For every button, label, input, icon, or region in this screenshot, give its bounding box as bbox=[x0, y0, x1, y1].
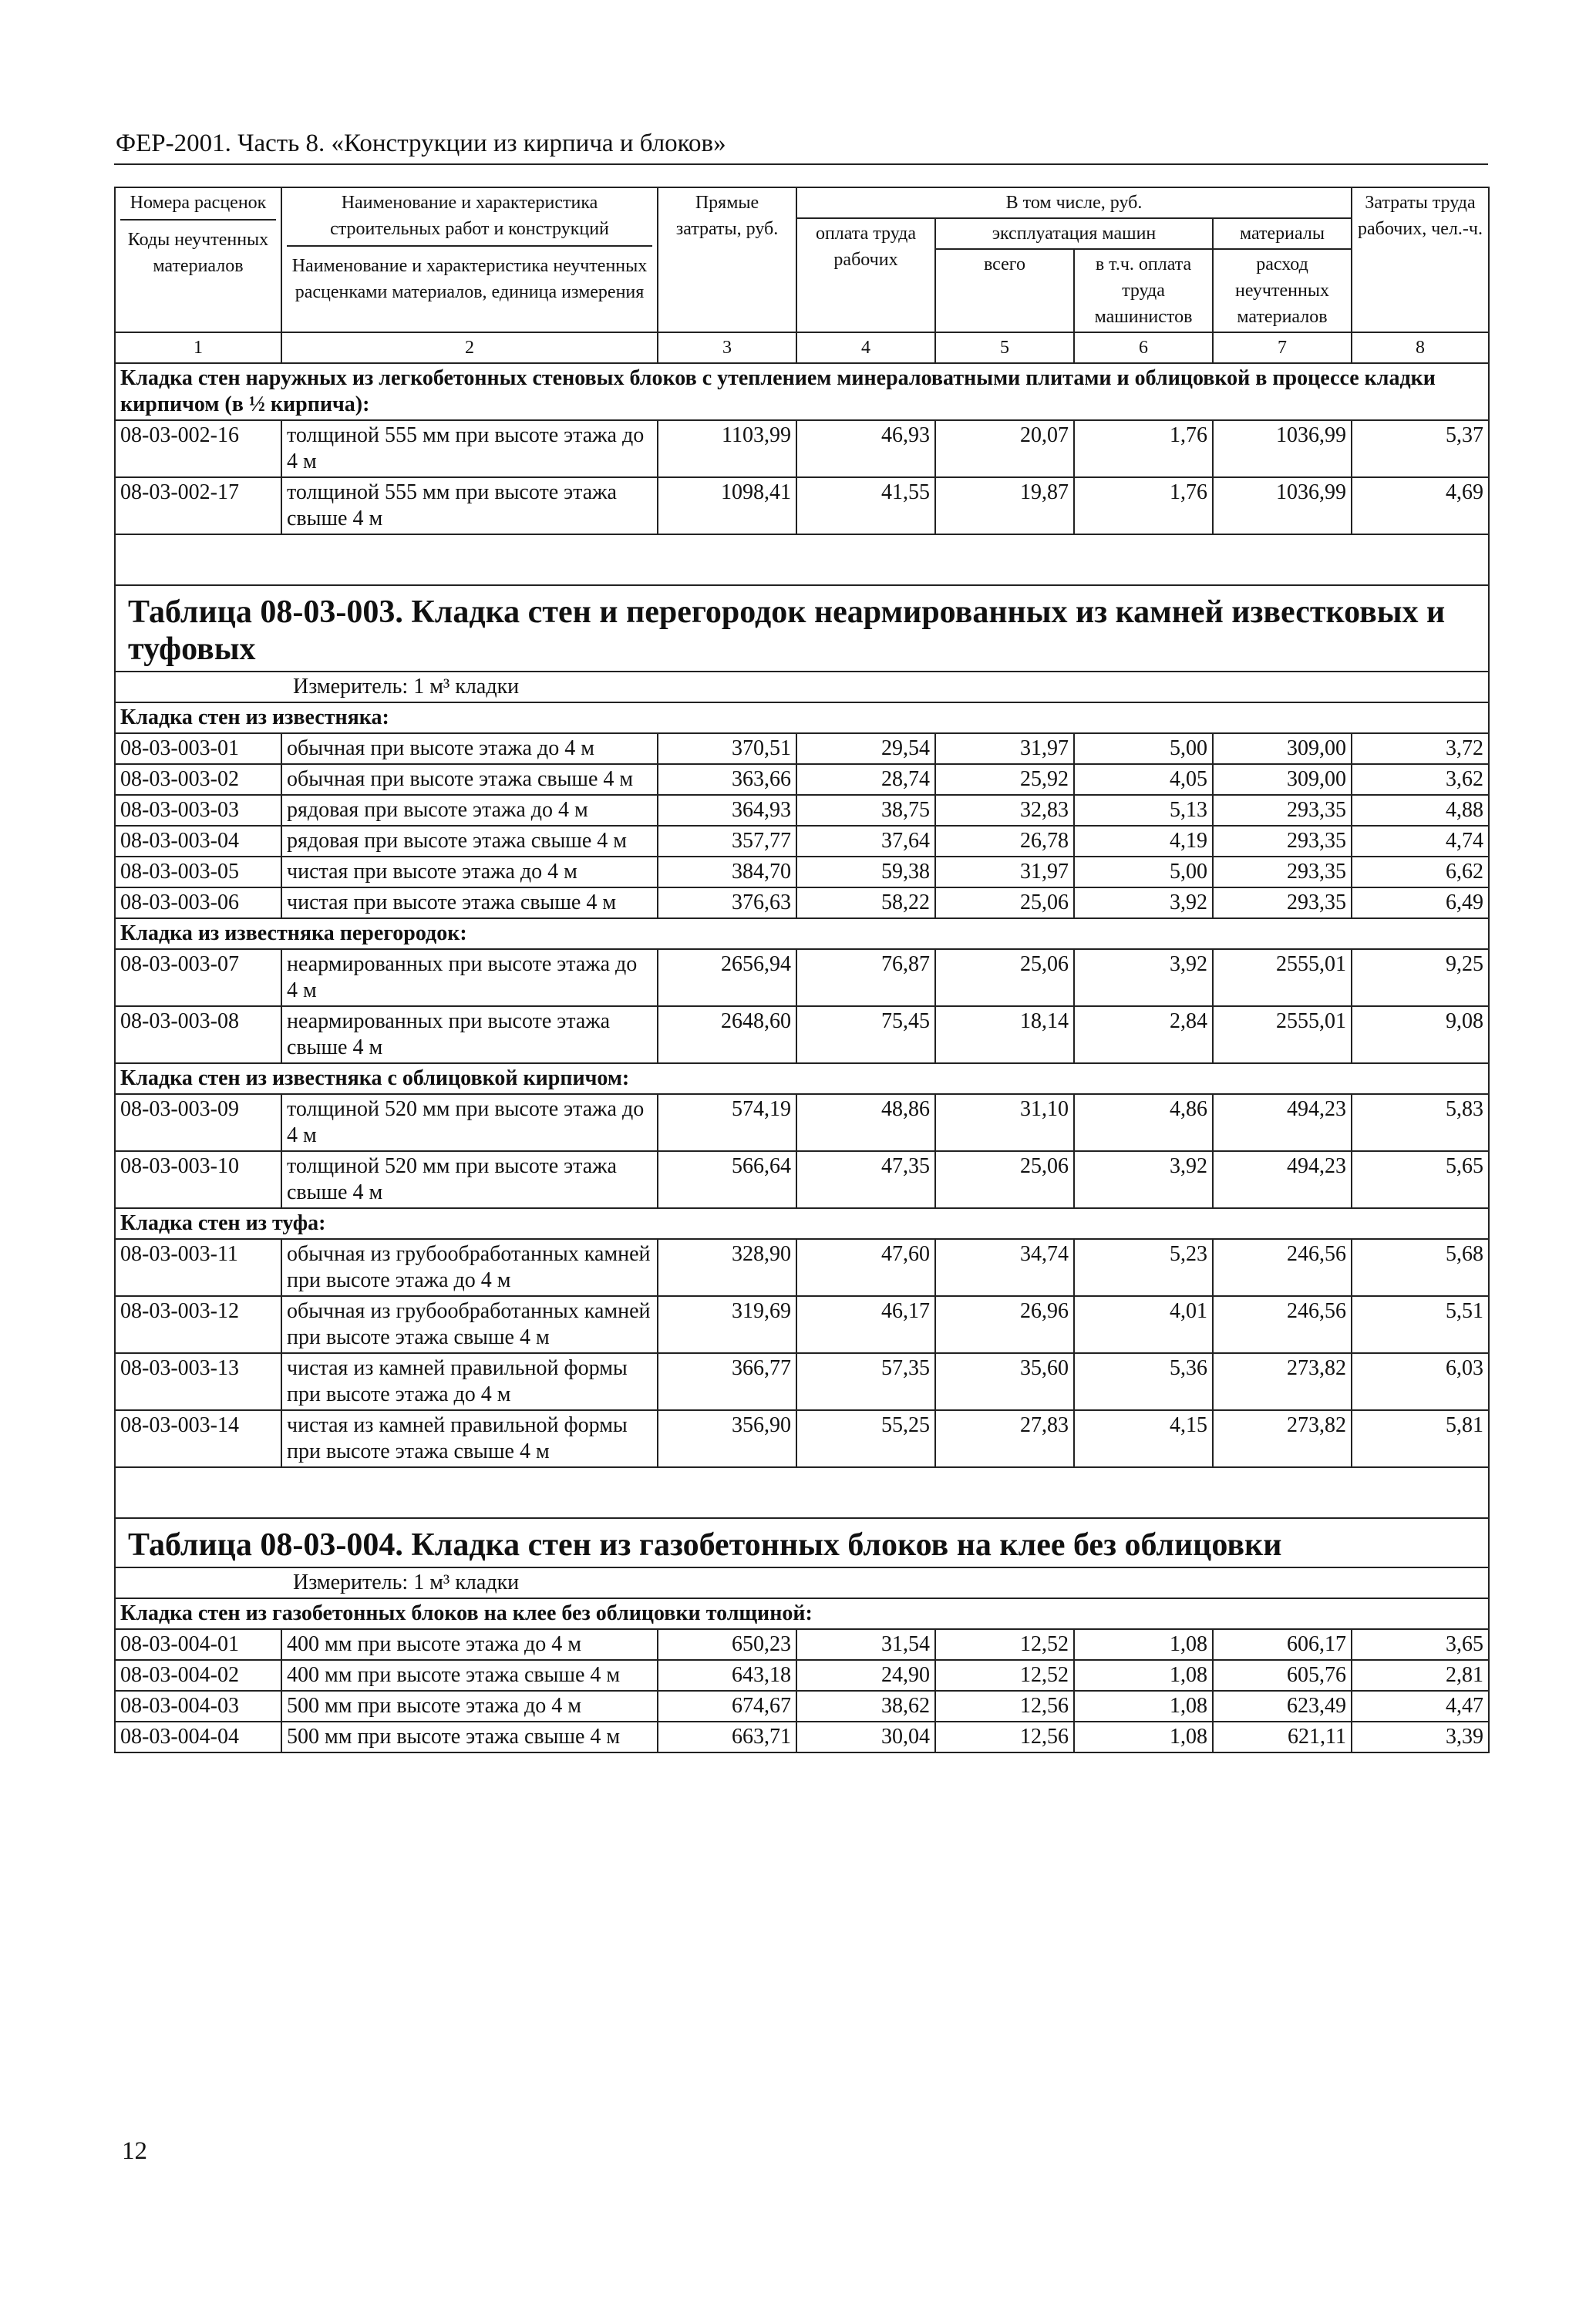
cost-value-c6: 1,76 bbox=[1074, 420, 1213, 477]
cost-value-c7: 494,23 bbox=[1213, 1094, 1352, 1151]
cost-value-c4: 47,35 bbox=[796, 1151, 935, 1208]
cost-value-c3: 643,18 bbox=[658, 1660, 796, 1691]
col-machinist-wages-header: в т.ч. оплата труда машинистов bbox=[1074, 249, 1213, 332]
cost-value-c6: 1,08 bbox=[1074, 1629, 1213, 1660]
cost-value-c8: 4,88 bbox=[1352, 795, 1489, 826]
cost-value-c8: 5,37 bbox=[1352, 420, 1489, 477]
work-name: обычная из грубообработанных камней при высоте этажа свыше 4 м bbox=[281, 1296, 658, 1353]
cost-value-c3: 357,77 bbox=[658, 826, 796, 857]
cost-value-c4: 48,86 bbox=[796, 1094, 935, 1151]
col-wages-header: оплата труда рабочих bbox=[796, 218, 935, 332]
cost-value-c5: 12,52 bbox=[935, 1660, 1074, 1691]
cost-value-c7: 494,23 bbox=[1213, 1151, 1352, 1208]
work-name: 500 мм при высоте этажа свыше 4 м bbox=[281, 1722, 658, 1752]
cost-value-c3: 650,23 bbox=[658, 1629, 796, 1660]
cost-value-c5: 26,96 bbox=[935, 1296, 1074, 1353]
cost-value-c4: 38,62 bbox=[796, 1691, 935, 1722]
col-code-header bbox=[115, 187, 281, 332]
cost-value-c4: 30,04 bbox=[796, 1722, 935, 1752]
cost-value-c8: 4,69 bbox=[1352, 477, 1489, 534]
cost-value-c6: 4,05 bbox=[1074, 764, 1213, 795]
cost-value-c4: 41,55 bbox=[796, 477, 935, 534]
cost-value-c7: 246,56 bbox=[1213, 1296, 1352, 1353]
cost-value-c6: 4,15 bbox=[1074, 1410, 1213, 1467]
cost-value-c7: 1036,99 bbox=[1213, 420, 1352, 477]
cost-value-c4: 29,54 bbox=[796, 733, 935, 764]
cost-value-c7: 2555,01 bbox=[1213, 949, 1352, 1006]
rate-code: 08-03-003-12 bbox=[115, 1296, 281, 1353]
cost-value-c7: 2555,01 bbox=[1213, 1006, 1352, 1063]
table-row bbox=[115, 1239, 1489, 1296]
section-row bbox=[115, 702, 1489, 733]
price-table-sheet bbox=[114, 187, 1488, 1753]
rate-code: 08-03-003-09 bbox=[115, 1094, 281, 1151]
section-row bbox=[115, 1063, 1489, 1094]
rate-code: 08-03-003-08 bbox=[115, 1006, 281, 1063]
cost-value-c6: 1,08 bbox=[1074, 1660, 1213, 1691]
cost-value-c4: 55,25 bbox=[796, 1410, 935, 1467]
work-name: толщиной 555 мм при высоте этажа до 4 м bbox=[281, 420, 658, 477]
column-number: 3 bbox=[658, 332, 796, 363]
cost-value-c4: 28,74 bbox=[796, 764, 935, 795]
cost-value-c4: 59,38 bbox=[796, 857, 935, 887]
cost-value-c4: 57,35 bbox=[796, 1353, 935, 1410]
work-name: обычная из грубообработанных камней при высоте этажа до 4 м bbox=[281, 1239, 658, 1296]
cost-value-c4: 47,60 bbox=[796, 1239, 935, 1296]
cost-value-c7: 606,17 bbox=[1213, 1629, 1352, 1660]
cost-value-c3: 370,51 bbox=[658, 733, 796, 764]
col-machines-header: эксплуатация машин bbox=[935, 218, 1213, 249]
cost-value-c3: 328,90 bbox=[658, 1239, 796, 1296]
column-number: 2 bbox=[281, 332, 658, 363]
cost-value-c8: 6,49 bbox=[1352, 887, 1489, 918]
cost-value-c6: 4,19 bbox=[1074, 826, 1213, 857]
cost-value-c5: 35,60 bbox=[935, 1353, 1074, 1410]
cost-value-c5: 25,06 bbox=[935, 949, 1074, 1006]
rate-code: 08-03-003-14 bbox=[115, 1410, 281, 1467]
rate-code: 08-03-004-01 bbox=[115, 1629, 281, 1660]
section-heading: Кладка стен наружных из легкобетонных стеновых блоков с утеплением минераловатными плитами и облицовкой в процессе кладки кирпичом (в ½ кирпича): bbox=[115, 363, 1489, 420]
work-name: обычная при высоте этажа свыше 4 м bbox=[281, 764, 658, 795]
column-number: 8 bbox=[1352, 332, 1489, 363]
cost-value-c6: 3,92 bbox=[1074, 1151, 1213, 1208]
work-name: 500 мм при высоте этажа до 4 м bbox=[281, 1691, 658, 1722]
table-row bbox=[115, 477, 1489, 534]
cost-value-c7: 246,56 bbox=[1213, 1239, 1352, 1296]
cost-value-c5: 31,97 bbox=[935, 857, 1074, 887]
work-name: рядовая при высоте этажа свыше 4 м bbox=[281, 826, 658, 857]
cost-value-c3: 574,19 bbox=[658, 1094, 796, 1151]
cost-value-c7: 621,11 bbox=[1213, 1722, 1352, 1752]
measure-row bbox=[115, 672, 1489, 702]
col-materials-header: материалы bbox=[1213, 218, 1352, 249]
cost-value-c3: 319,69 bbox=[658, 1296, 796, 1353]
spacer-cell bbox=[115, 534, 1489, 585]
cost-value-c7: 309,00 bbox=[1213, 733, 1352, 764]
rate-code: 08-03-003-07 bbox=[115, 949, 281, 1006]
cost-value-c8: 5,65 bbox=[1352, 1151, 1489, 1208]
cost-value-c5: 25,92 bbox=[935, 764, 1074, 795]
cost-value-c8: 3,62 bbox=[1352, 764, 1489, 795]
table-row bbox=[115, 420, 1489, 477]
cost-value-c5: 12,56 bbox=[935, 1722, 1074, 1752]
cost-value-c6: 3,92 bbox=[1074, 887, 1213, 918]
table-row bbox=[115, 733, 1489, 764]
cost-value-c5: 31,10 bbox=[935, 1094, 1074, 1151]
cost-value-c6: 1,08 bbox=[1074, 1691, 1213, 1722]
section-heading: Кладка из известняка перегородок: bbox=[115, 918, 1489, 949]
header-row-1 bbox=[115, 187, 1489, 218]
table-measure: Измеритель: 1 м³ кладки bbox=[115, 1567, 1489, 1598]
table-row bbox=[115, 857, 1489, 887]
cost-value-c8: 4,74 bbox=[1352, 826, 1489, 857]
cost-value-c3: 2648,60 bbox=[658, 1006, 796, 1063]
cost-value-c3: 566,64 bbox=[658, 1151, 796, 1208]
table-row bbox=[115, 1629, 1489, 1660]
table-row bbox=[115, 887, 1489, 918]
column-number: 4 bbox=[796, 332, 935, 363]
cost-value-c5: 31,97 bbox=[935, 733, 1074, 764]
section-heading: Кладка стен из известняка с облицовкой кирпичом: bbox=[115, 1063, 1489, 1094]
table-row bbox=[115, 1151, 1489, 1208]
column-number: 6 bbox=[1074, 332, 1213, 363]
rate-code: 08-03-002-16 bbox=[115, 420, 281, 477]
cost-value-c7: 293,35 bbox=[1213, 826, 1352, 857]
cost-value-c5: 18,14 bbox=[935, 1006, 1074, 1063]
cost-value-c7: 273,82 bbox=[1213, 1353, 1352, 1410]
cost-value-c8: 5,83 bbox=[1352, 1094, 1489, 1151]
rate-code: 08-03-003-02 bbox=[115, 764, 281, 795]
cost-value-c8: 4,47 bbox=[1352, 1691, 1489, 1722]
cost-value-c4: 38,75 bbox=[796, 795, 935, 826]
cost-value-c6: 5,13 bbox=[1074, 795, 1213, 826]
cost-value-c6: 4,01 bbox=[1074, 1296, 1213, 1353]
col-code-title: Номера расценок bbox=[120, 190, 276, 221]
cost-value-c5: 12,56 bbox=[935, 1691, 1074, 1722]
cost-value-c4: 46,17 bbox=[796, 1296, 935, 1353]
section-heading: Кладка стен из туфа: bbox=[115, 1208, 1489, 1239]
cost-value-c6: 4,86 bbox=[1074, 1094, 1213, 1151]
col-material-use-header: расход неучтенных материалов bbox=[1213, 249, 1352, 332]
work-name: обычная при высоте этажа до 4 м bbox=[281, 733, 658, 764]
cost-value-c8: 6,62 bbox=[1352, 857, 1489, 887]
rate-code: 08-03-002-17 bbox=[115, 477, 281, 534]
cost-value-c3: 366,77 bbox=[658, 1353, 796, 1410]
spacer-cell bbox=[115, 1467, 1489, 1518]
price-table bbox=[114, 187, 1490, 1753]
table-title: Таблица 08-03-003. Кладка стен и перегородок неармированных из камней известковых и туфовых bbox=[115, 585, 1489, 672]
work-name: 400 мм при высоте этажа до 4 м bbox=[281, 1629, 658, 1660]
rate-code: 08-03-003-05 bbox=[115, 857, 281, 887]
cost-value-c4: 24,90 bbox=[796, 1660, 935, 1691]
cost-value-c4: 76,87 bbox=[796, 949, 935, 1006]
table-row bbox=[115, 795, 1489, 826]
work-name: неармированных при высоте этажа до 4 м bbox=[281, 949, 658, 1006]
col-including-header: В том числе, руб. bbox=[796, 187, 1352, 218]
price-table-body bbox=[115, 187, 1489, 1752]
table-row bbox=[115, 1691, 1489, 1722]
cost-value-c6: 5,36 bbox=[1074, 1353, 1213, 1410]
cost-value-c3: 2656,94 bbox=[658, 949, 796, 1006]
cost-value-c8: 9,08 bbox=[1352, 1006, 1489, 1063]
cost-value-c5: 34,74 bbox=[935, 1239, 1074, 1296]
cost-value-c3: 376,63 bbox=[658, 887, 796, 918]
cost-value-c5: 19,87 bbox=[935, 477, 1074, 534]
col-machines-total-header: всего bbox=[935, 249, 1074, 332]
col-name-header bbox=[281, 187, 658, 332]
cost-value-c4: 37,64 bbox=[796, 826, 935, 857]
col-name-subtitle: Наименование и характеристика неучтенных расценками материалов, единица измерения bbox=[291, 256, 648, 302]
table-003-title-row bbox=[115, 585, 1489, 672]
work-name: толщиной 555 мм при высоте этажа свыше 4 м bbox=[281, 477, 658, 534]
cost-value-c8: 5,68 bbox=[1352, 1239, 1489, 1296]
table-row bbox=[115, 1296, 1489, 1353]
section-row bbox=[115, 918, 1489, 949]
rate-code: 08-03-004-02 bbox=[115, 1660, 281, 1691]
cost-value-c6: 5,00 bbox=[1074, 733, 1213, 764]
cost-value-c3: 1098,41 bbox=[658, 477, 796, 534]
rate-code: 08-03-003-03 bbox=[115, 795, 281, 826]
cost-value-c7: 605,76 bbox=[1213, 1660, 1352, 1691]
cost-value-c6: 3,92 bbox=[1074, 949, 1213, 1006]
table-row bbox=[115, 1660, 1489, 1691]
column-number-row bbox=[115, 332, 1489, 363]
spacer-row bbox=[115, 1467, 1489, 1518]
work-name: чистая при высоте этажа свыше 4 м bbox=[281, 887, 658, 918]
col-labor-hours-header: Затраты труда рабочих, чел.-ч. bbox=[1352, 187, 1489, 332]
work-name: толщиной 520 мм при высоте этажа свыше 4 м bbox=[281, 1151, 658, 1208]
work-name: чистая из камней правильной формы при высоте этажа свыше 4 м bbox=[281, 1410, 658, 1467]
column-number: 1 bbox=[115, 332, 281, 363]
cost-value-c3: 356,90 bbox=[658, 1410, 796, 1467]
cost-value-c7: 1036,99 bbox=[1213, 477, 1352, 534]
cost-value-c3: 663,71 bbox=[658, 1722, 796, 1752]
cost-value-c7: 309,00 bbox=[1213, 764, 1352, 795]
rate-code: 08-03-003-06 bbox=[115, 887, 281, 918]
col-code-subtitle: Коды неучтенных материалов bbox=[127, 230, 269, 276]
cost-value-c7: 623,49 bbox=[1213, 1691, 1352, 1722]
work-name: чистая при высоте этажа до 4 м bbox=[281, 857, 658, 887]
table-row bbox=[115, 1006, 1489, 1063]
table-row bbox=[115, 949, 1489, 1006]
cost-value-c7: 293,35 bbox=[1213, 795, 1352, 826]
cost-value-c6: 1,76 bbox=[1074, 477, 1213, 534]
table-004-title-row bbox=[115, 1518, 1489, 1567]
table-row bbox=[115, 1410, 1489, 1467]
cost-value-c5: 25,06 bbox=[935, 1151, 1074, 1208]
cost-value-c7: 293,35 bbox=[1213, 857, 1352, 887]
cost-value-c8: 9,25 bbox=[1352, 949, 1489, 1006]
table-row bbox=[115, 826, 1489, 857]
cost-value-c8: 5,51 bbox=[1352, 1296, 1489, 1353]
header-rule bbox=[114, 163, 1488, 165]
table-measure: Измеритель: 1 м³ кладки bbox=[115, 672, 1489, 702]
rate-code: 08-03-003-01 bbox=[115, 733, 281, 764]
cost-value-c5: 12,52 bbox=[935, 1629, 1074, 1660]
cost-value-c3: 364,93 bbox=[658, 795, 796, 826]
rate-code: 08-03-003-13 bbox=[115, 1353, 281, 1410]
measure-row bbox=[115, 1567, 1489, 1598]
work-name: рядовая при высоте этажа до 4 м bbox=[281, 795, 658, 826]
page-number: 12 bbox=[122, 2137, 147, 2165]
table-row bbox=[115, 764, 1489, 795]
cost-value-c4: 31,54 bbox=[796, 1629, 935, 1660]
section-row bbox=[115, 363, 1489, 420]
cost-value-c4: 75,45 bbox=[796, 1006, 935, 1063]
cost-value-c3: 363,66 bbox=[658, 764, 796, 795]
rate-code: 08-03-003-04 bbox=[115, 826, 281, 857]
table-row bbox=[115, 1353, 1489, 1410]
work-name: чистая из камней правильной формы при высоте этажа до 4 м bbox=[281, 1353, 658, 1410]
section-heading: Кладка стен из известняка: bbox=[115, 702, 1489, 733]
work-name: неармированных при высоте этажа свыше 4 м bbox=[281, 1006, 658, 1063]
col-direct-cost-header: Прямые затраты, руб. bbox=[658, 187, 796, 332]
cost-value-c4: 46,93 bbox=[796, 420, 935, 477]
cost-value-c5: 27,83 bbox=[935, 1410, 1074, 1467]
work-name: толщиной 520 мм при высоте этажа до 4 м bbox=[281, 1094, 658, 1151]
cost-value-c7: 273,82 bbox=[1213, 1410, 1352, 1467]
cost-value-c7: 293,35 bbox=[1213, 887, 1352, 918]
cost-value-c5: 32,83 bbox=[935, 795, 1074, 826]
cost-value-c5: 20,07 bbox=[935, 420, 1074, 477]
cost-value-c8: 5,81 bbox=[1352, 1410, 1489, 1467]
table-row bbox=[115, 1722, 1489, 1752]
cost-value-c8: 3,72 bbox=[1352, 733, 1489, 764]
rate-code: 08-03-003-10 bbox=[115, 1151, 281, 1208]
cost-value-c6: 5,23 bbox=[1074, 1239, 1213, 1296]
section-heading: Кладка стен из газобетонных блоков на клее без облицовки толщиной: bbox=[115, 1598, 1489, 1629]
page-header: ФЕР-2001. Часть 8. «Конструкции из кирпича и блоков» bbox=[116, 130, 726, 157]
cost-value-c8: 3,39 bbox=[1352, 1722, 1489, 1752]
col-name-title: Наименование и характеристика строительных работ и конструкций bbox=[287, 190, 652, 247]
cost-value-c6: 5,00 bbox=[1074, 857, 1213, 887]
column-number: 7 bbox=[1213, 332, 1352, 363]
section-row bbox=[115, 1598, 1489, 1629]
cost-value-c6: 1,08 bbox=[1074, 1722, 1213, 1752]
section-row bbox=[115, 1208, 1489, 1239]
work-name: 400 мм при высоте этажа свыше 4 м bbox=[281, 1660, 658, 1691]
spacer-row bbox=[115, 534, 1489, 585]
cost-value-c8: 3,65 bbox=[1352, 1629, 1489, 1660]
rate-code: 08-03-004-04 bbox=[115, 1722, 281, 1752]
column-number: 5 bbox=[935, 332, 1074, 363]
cost-value-c3: 384,70 bbox=[658, 857, 796, 887]
cost-value-c5: 26,78 bbox=[935, 826, 1074, 857]
cost-value-c8: 2,81 bbox=[1352, 1660, 1489, 1691]
rate-code: 08-03-004-03 bbox=[115, 1691, 281, 1722]
cost-value-c3: 674,67 bbox=[658, 1691, 796, 1722]
cost-value-c5: 25,06 bbox=[935, 887, 1074, 918]
cost-value-c3: 1103,99 bbox=[658, 420, 796, 477]
rate-code: 08-03-003-11 bbox=[115, 1239, 281, 1296]
table-row bbox=[115, 1094, 1489, 1151]
table-title: Таблица 08-03-004. Кладка стен из газобетонных блоков на клее без облицовки bbox=[115, 1518, 1489, 1567]
cost-value-c4: 58,22 bbox=[796, 887, 935, 918]
cost-value-c6: 2,84 bbox=[1074, 1006, 1213, 1063]
cost-value-c8: 6,03 bbox=[1352, 1353, 1489, 1410]
